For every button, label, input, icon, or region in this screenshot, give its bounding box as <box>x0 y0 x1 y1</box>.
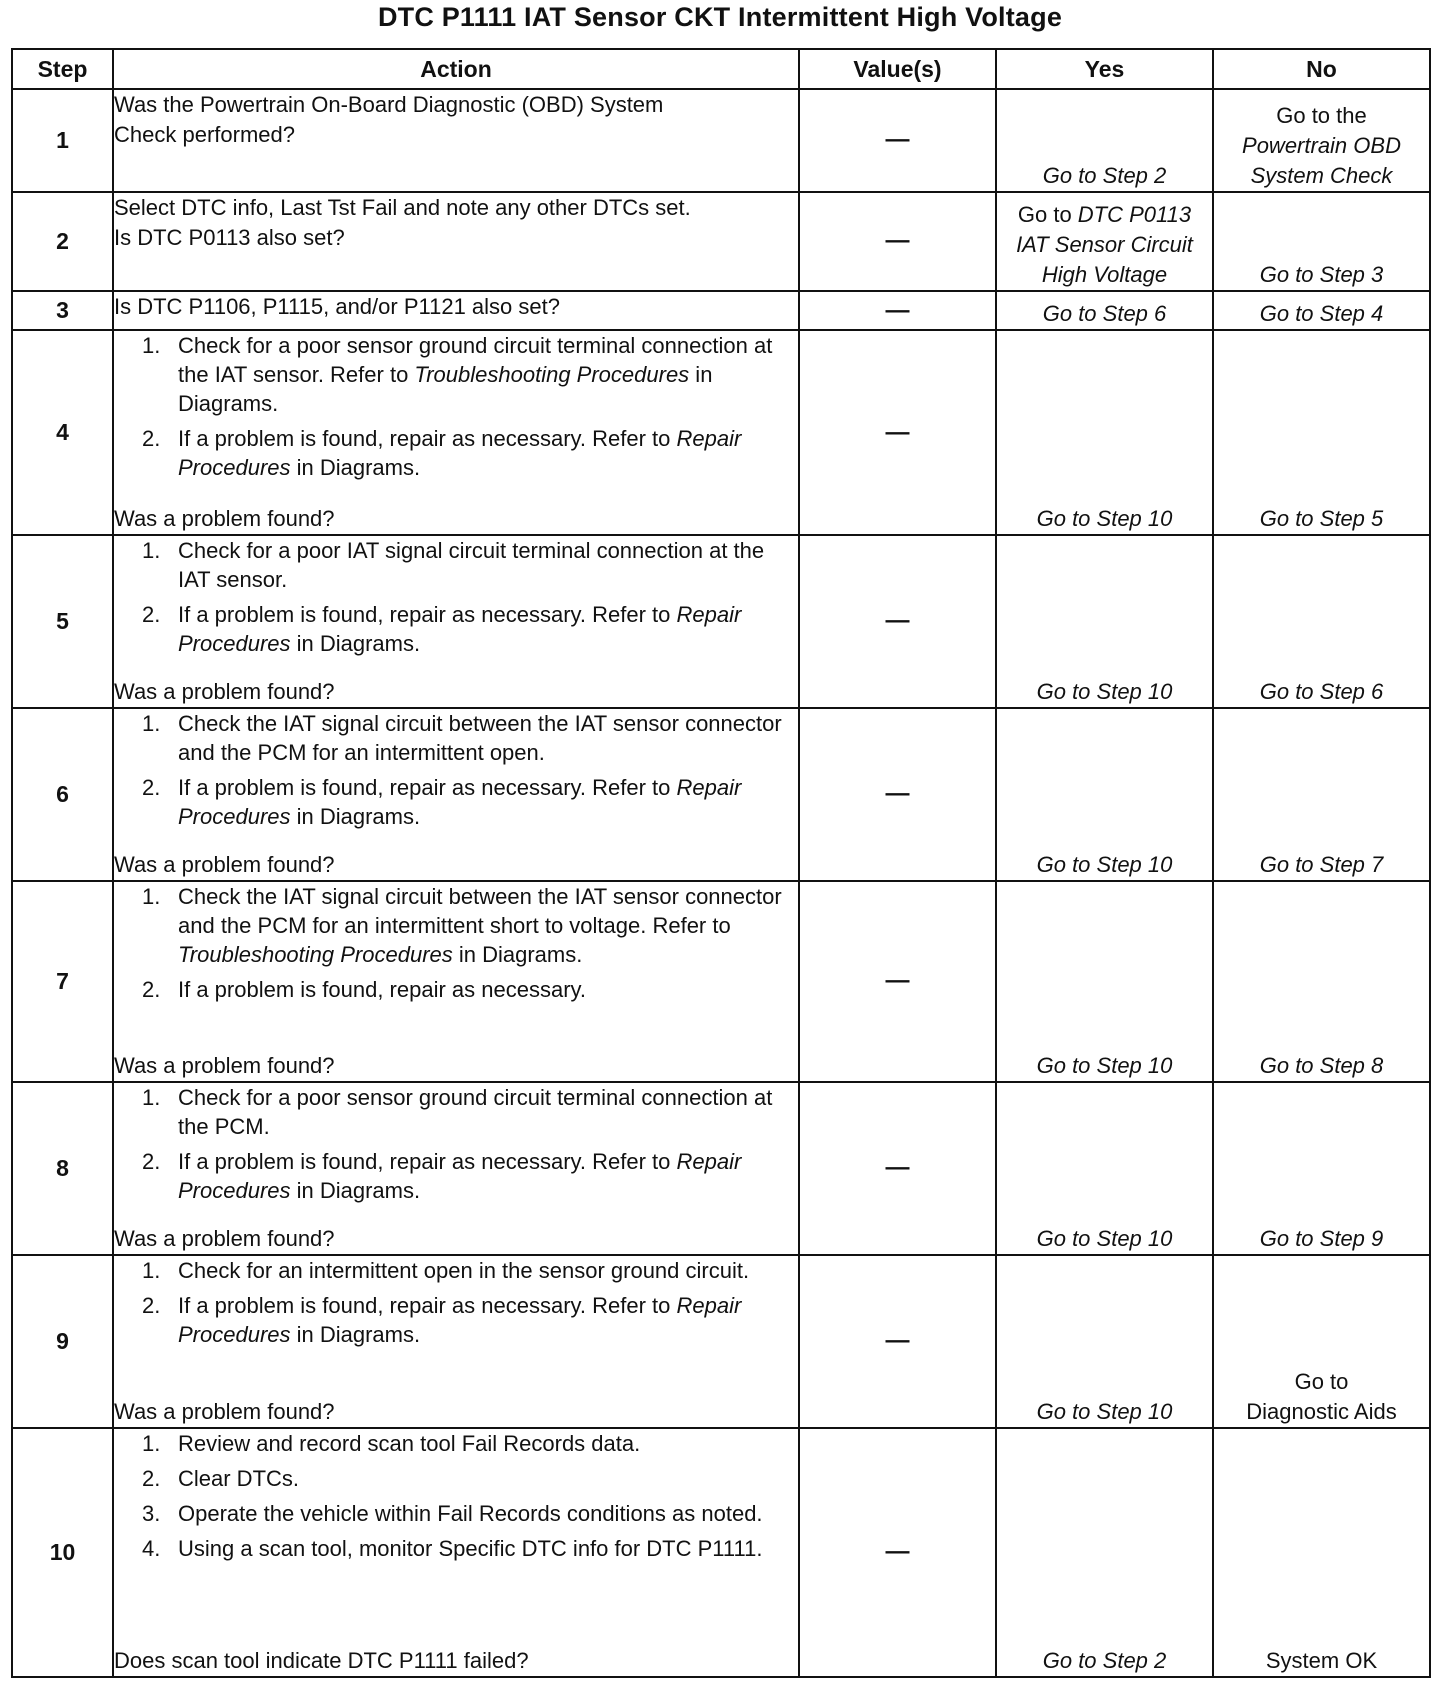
no-cell <box>1213 192 1430 291</box>
header-no: No <box>1213 49 1430 89</box>
value-cell: — <box>799 708 996 881</box>
substep-item <box>114 975 798 1004</box>
value-cell: — <box>799 1428 996 1677</box>
no-line: Go to Step 8 <box>1259 1052 1384 1078</box>
action-content <box>114 536 798 707</box>
action-cell <box>113 291 799 331</box>
action-substeps <box>114 1429 798 1569</box>
no-cell <box>1213 1082 1430 1255</box>
step-cell: 6 <box>12 708 113 881</box>
no-cell <box>1213 708 1430 881</box>
action-question: Was a problem found? <box>114 1052 335 1078</box>
step-cell: 1 <box>12 89 113 192</box>
substep-reference: Repair Procedures <box>178 1148 742 1203</box>
substep-item <box>114 773 798 831</box>
yes-cell <box>996 708 1213 881</box>
yes-line: Go to Step 10 <box>1036 1225 1173 1251</box>
step-cell: 5 <box>12 535 113 708</box>
action-cell <box>113 708 799 881</box>
value-cell: — <box>799 291 996 331</box>
substep-number: 2. <box>142 1465 161 1491</box>
no-line: Go to Step 3 <box>1259 261 1384 287</box>
substep-text-tail: in Diagrams. <box>290 455 421 481</box>
yes-cell <box>996 1255 1213 1428</box>
no-line: Go to Step 5 <box>1259 505 1384 531</box>
table-row <box>12 89 1430 192</box>
yes-line: Go to Step 10 <box>1036 678 1173 704</box>
table-row <box>12 881 1430 1082</box>
substep-text: If a problem is found, repair as necessary. Refer to <box>178 774 677 800</box>
substep-text: Check for an intermittent open in the sensor ground circuit. <box>178 1257 750 1283</box>
no-cell <box>1213 881 1430 1082</box>
action-cell <box>113 535 799 708</box>
substep-text-tail: in Diagrams. <box>178 362 713 417</box>
yes-line: Go to Step 10 <box>1036 1398 1173 1424</box>
step-cell: 7 <box>12 881 113 1082</box>
substep-reference: Repair Procedures <box>178 774 742 829</box>
substep-text-tail: in Diagrams. <box>290 803 421 829</box>
action-cell <box>113 330 799 534</box>
yes-line: Go to Step 10 <box>1036 1052 1173 1078</box>
no-line: Go to the <box>1276 102 1367 128</box>
yes-cell <box>996 291 1213 331</box>
action-question: Was a problem found? <box>114 1398 335 1424</box>
action-substeps <box>114 536 798 664</box>
action-content <box>114 1083 798 1254</box>
substep-text: If a problem is found, repair as necessary. <box>178 976 587 1002</box>
yes-cell <box>996 1428 1213 1677</box>
action-line: Select DTC info, Last Tst Fail and note any other DTCs set. <box>114 194 691 220</box>
substep-text: If a problem is found, repair as necessary. Refer to <box>178 1148 677 1174</box>
substep-number: 1. <box>142 883 161 909</box>
no-line: System OK <box>1265 1648 1378 1673</box>
value-cell: — <box>799 1082 996 1255</box>
action-line: Was the Powertrain On-Board Diagnostic (OBD) System <box>114 92 664 117</box>
substep-number: 1. <box>142 1084 161 1110</box>
action-content <box>114 1256 798 1427</box>
substep-number: 2. <box>142 1292 161 1318</box>
substep-text: Review and record scan tool Fail Records data. <box>178 1430 641 1456</box>
substep-text: Clear DTCs. <box>178 1465 300 1491</box>
header-action: Action <box>113 49 799 89</box>
value-cell: — <box>799 192 996 291</box>
substep-number: 3. <box>142 1500 161 1526</box>
substep-text-tail: in Diagrams. <box>290 630 421 656</box>
substep-item <box>114 1083 798 1141</box>
header-yes: Yes <box>996 49 1213 89</box>
substep-text: Check the IAT signal circuit between the IAT sensor connector and the PCM for an intermittent short to voltage. Refer to <box>178 883 782 938</box>
substep-number: 1. <box>142 1430 161 1456</box>
no-cell <box>1213 535 1430 708</box>
action-cell <box>113 1255 799 1428</box>
substep-reference: Repair Procedures <box>178 426 742 481</box>
action-question: Was a problem found? <box>114 505 335 531</box>
action-substeps <box>114 331 798 488</box>
page-title: DTC P1111 IAT Sensor CKT Intermittent High Voltage <box>377 2 1063 32</box>
yes-cell <box>996 89 1213 192</box>
substep-text: If a problem is found, repair as necessary. Refer to <box>178 426 677 452</box>
yes-cell <box>996 330 1213 534</box>
table-row <box>12 192 1430 291</box>
substep-number: 1. <box>142 710 161 736</box>
no-line: Powertrain OBD <box>1242 132 1401 158</box>
table-row <box>12 708 1430 881</box>
action-cell <box>113 1082 799 1255</box>
substep-text-tail: in Diagrams. <box>452 941 583 967</box>
goto-target: DTC P0113 <box>1077 201 1192 227</box>
substep-text: Check for a poor IAT signal circuit terminal connection at the IAT sensor. <box>178 537 765 592</box>
substep-item <box>114 1291 798 1349</box>
substep-item <box>114 882 798 969</box>
yes-line <box>997 200 1212 230</box>
table-row <box>12 535 1430 708</box>
action-question: Was a problem found? <box>114 1225 335 1251</box>
step-cell: 9 <box>12 1255 113 1428</box>
yes-line: Go to Step 10 <box>1036 505 1173 531</box>
value-cell: — <box>799 881 996 1082</box>
action-cell <box>113 89 799 192</box>
yes-line: Go to Step 2 <box>1042 1648 1167 1673</box>
substep-text: If a problem is found, repair as necessary. Refer to <box>178 1292 677 1318</box>
yes-cell <box>996 1082 1213 1255</box>
table-row <box>12 1428 1430 1677</box>
substep-number: 1. <box>142 537 161 563</box>
substep-text: Check for a poor sensor ground circuit terminal connection at the PCM. <box>178 1084 773 1139</box>
action-cell <box>113 192 799 291</box>
yes-cell <box>996 535 1213 708</box>
substep-item <box>114 1464 798 1493</box>
substep-reference: Repair Procedures <box>178 601 742 656</box>
action-question: Does scan tool indicate DTC P1111 failed? <box>114 1648 529 1673</box>
no-cell <box>1213 1255 1430 1428</box>
value-cell: — <box>799 1255 996 1428</box>
action-content <box>114 882 798 1081</box>
goto-prefix: Go to <box>1017 201 1078 227</box>
table-row <box>12 1082 1430 1255</box>
action-content <box>114 709 798 880</box>
header-row <box>12 49 1430 89</box>
substep-text: Check the IAT signal circuit between the IAT sensor connector and the PCM for an intermittent open. <box>178 710 782 765</box>
no-cell <box>1213 1428 1430 1677</box>
yes-line: High Voltage <box>1041 261 1168 287</box>
step-cell: 8 <box>12 1082 113 1255</box>
substep-number: 2. <box>142 976 161 1002</box>
no-line: Diagnostic Aids <box>1246 1398 1397 1424</box>
action-cell <box>113 1428 799 1677</box>
substep-item <box>114 424 798 482</box>
value-cell: — <box>799 89 996 192</box>
action-question: Was a problem found? <box>114 678 335 704</box>
diagnostic-table <box>11 48 1431 1678</box>
header-step: Step <box>12 49 113 89</box>
action-content <box>114 331 798 533</box>
substep-item <box>114 1147 798 1205</box>
substep-number: 1. <box>142 333 161 359</box>
yes-line: Go to Step 2 <box>1042 162 1167 188</box>
substep-number: 2. <box>142 426 161 452</box>
substep-item <box>114 709 798 767</box>
table-row <box>12 330 1430 534</box>
substep-number: 1. <box>142 1257 161 1283</box>
value-cell: — <box>799 535 996 708</box>
no-line: System Check <box>1250 162 1393 188</box>
substep-item <box>114 1534 798 1563</box>
no-cell <box>1213 291 1430 331</box>
substep-reference: Repair Procedures <box>178 1292 742 1347</box>
step-cell: 2 <box>12 192 113 291</box>
substep-text-tail: in Diagrams. <box>290 1321 421 1347</box>
substep-number: 2. <box>142 774 161 800</box>
substep-item <box>114 331 798 418</box>
yes-line: Go to Step 6 <box>1042 301 1167 327</box>
yes-line: Go to Step 10 <box>1036 851 1173 877</box>
action-cell <box>113 881 799 1082</box>
action-substeps <box>114 709 798 837</box>
substep-reference: Troubleshooting Procedures <box>414 362 690 388</box>
action-line: Check performed? <box>114 122 295 147</box>
no-cell <box>1213 330 1430 534</box>
yes-line: IAT Sensor Circuit <box>1016 231 1193 257</box>
no-line: Go to Step 7 <box>1259 851 1384 877</box>
action-substeps <box>114 882 798 1010</box>
substep-item <box>114 600 798 658</box>
yes-cell <box>996 881 1213 1082</box>
action-substeps <box>114 1083 798 1211</box>
substep-text-tail: in Diagrams. <box>290 1177 421 1203</box>
substep-text: If a problem is found, repair as necessary. Refer to <box>178 601 677 627</box>
no-line: Go to <box>1294 1368 1349 1394</box>
header-values: Value(s) <box>799 49 996 89</box>
table-row <box>12 1255 1430 1428</box>
substep-number: 4. <box>142 1535 161 1561</box>
substep-item <box>114 1499 798 1528</box>
substep-number: 2. <box>142 1148 161 1174</box>
yes-cell <box>996 192 1213 291</box>
substep-item <box>114 536 798 594</box>
substep-text: Using a scan tool, monitor Specific DTC info for DTC P1111. <box>178 1535 763 1561</box>
no-line: Go to Step 6 <box>1259 678 1384 704</box>
no-cell <box>1213 89 1430 192</box>
table-row <box>12 291 1430 331</box>
substep-item <box>114 1256 798 1285</box>
substep-reference: Troubleshooting Procedures <box>178 941 453 967</box>
no-line: Go to Step 4 <box>1259 301 1384 327</box>
step-cell: 10 <box>12 1428 113 1677</box>
value-cell: — <box>799 330 996 534</box>
step-cell: 3 <box>12 291 113 331</box>
substep-text: Check for a poor sensor ground circuit terminal connection at the IAT sensor. Refer to <box>178 333 773 388</box>
substep-item <box>114 1429 798 1458</box>
no-line: Go to Step 9 <box>1259 1225 1384 1251</box>
action-substeps <box>114 1256 798 1355</box>
action-content <box>114 1429 798 1676</box>
action-question: Was a problem found? <box>114 851 335 877</box>
step-cell: 4 <box>12 330 113 534</box>
substep-number: 2. <box>142 601 161 627</box>
substep-text: Operate the vehicle within Fail Records conditions as noted. <box>178 1500 763 1526</box>
action-line: Is DTC P1106, P1115, and/or P1121 also set? <box>114 293 560 319</box>
action-line: Is DTC P0113 also set? <box>114 224 345 250</box>
